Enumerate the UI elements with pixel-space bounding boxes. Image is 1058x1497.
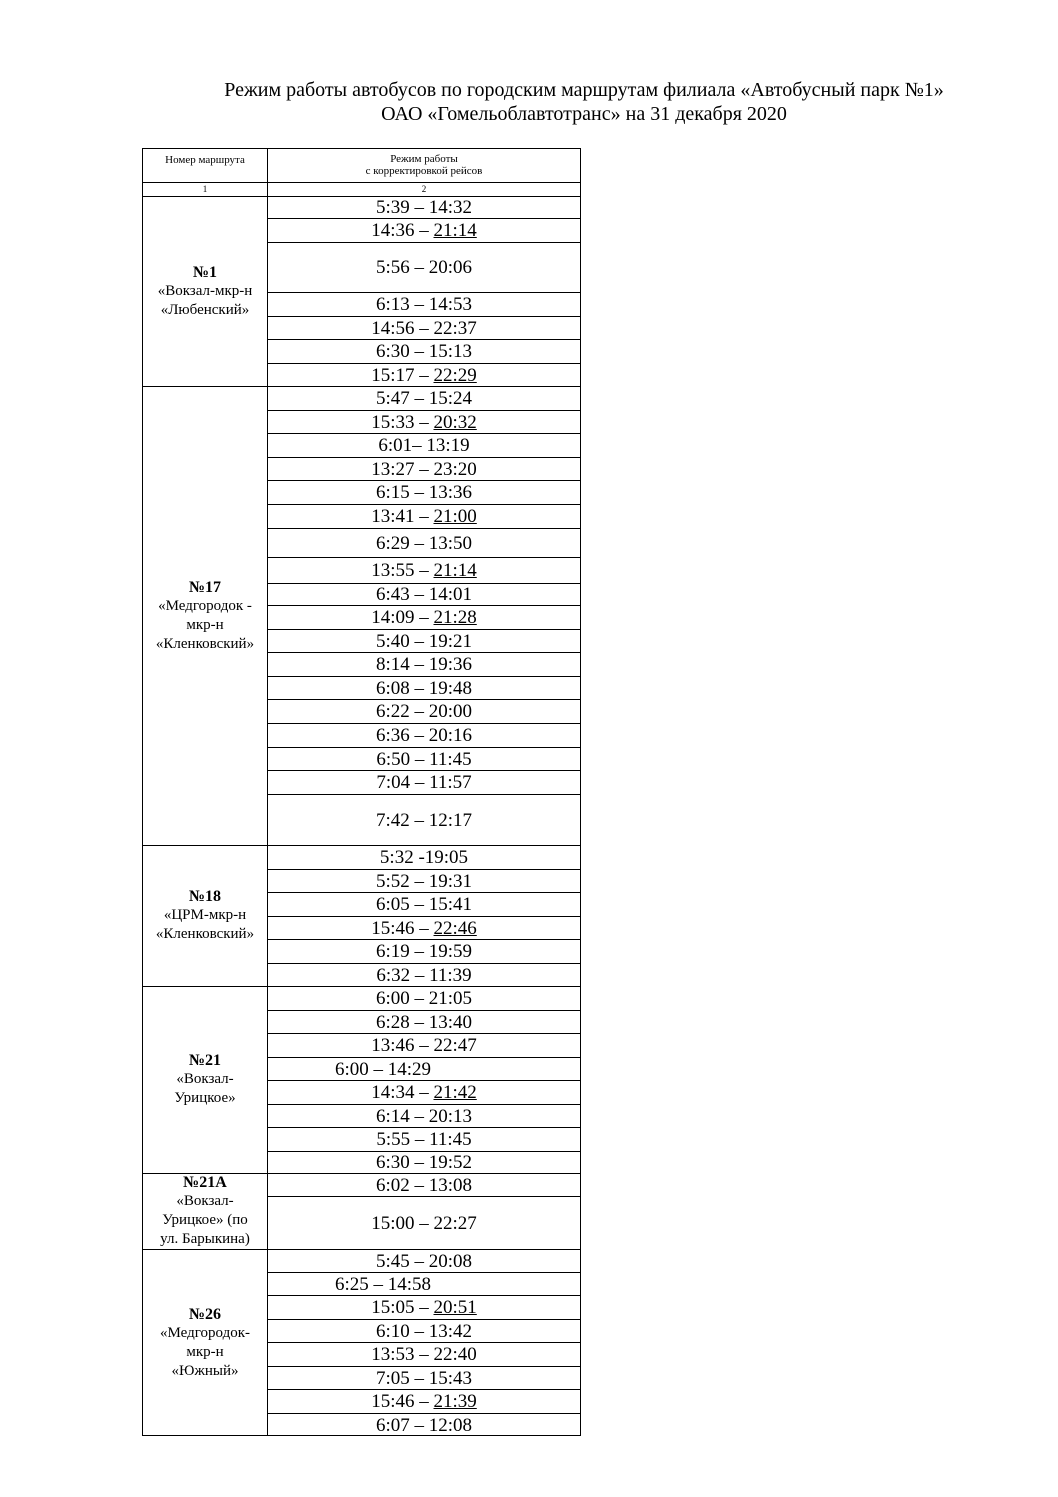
schedule-row: [268, 1105, 580, 1127]
document-title-line1: Режим работы автобусов по городским маршрутам филиала «Автобусный парк №1»: [224, 79, 944, 101]
route-name-line: «Южный»: [171, 1363, 239, 1379]
schedule-row: [268, 584, 580, 605]
time-separator: -: [413, 847, 425, 868]
start-time: 15:46: [371, 1391, 415, 1412]
start-time: 6:43: [375, 584, 410, 605]
start-time: 13:46: [371, 1035, 415, 1056]
schedule-row: [268, 1197, 580, 1249]
end-time: 11:57: [429, 772, 472, 793]
start-time: 13:41: [371, 506, 415, 527]
schedule-row: [268, 1081, 580, 1104]
end-time: 22:37: [433, 317, 477, 339]
end-time: 22:27: [433, 1212, 477, 1234]
time-separator: –: [409, 388, 429, 409]
end-time: 21:05: [428, 988, 473, 1009]
schedule-row: [268, 505, 580, 528]
route-name-line: Урицкое»: [174, 1090, 236, 1106]
time-separator: –: [414, 1035, 434, 1056]
time-separator: –: [410, 772, 430, 793]
end-time: 21:42: [433, 1082, 477, 1103]
schedule-row: [268, 364, 580, 386]
schedule-row: [268, 340, 580, 363]
time-separator: –: [409, 677, 429, 699]
time-separator: –: [409, 870, 429, 892]
end-time: 11:45: [429, 1129, 472, 1150]
schedule-row: [268, 724, 580, 747]
end-time: 20:32: [433, 411, 477, 433]
time-separator: –: [414, 506, 434, 527]
start-time: 6:08: [375, 677, 410, 699]
time-separator: –: [409, 894, 429, 915]
end-time: 21:14: [433, 220, 477, 241]
end-time: 19:21: [428, 630, 473, 652]
end-time: 21:39: [433, 1391, 477, 1412]
schedule-row: [268, 1273, 580, 1295]
start-time: 5:55: [376, 1129, 411, 1150]
schedule-row: [268, 1343, 580, 1366]
start-time: 6:15: [375, 482, 410, 503]
start-time: 6:10: [375, 1320, 410, 1342]
end-time: 20:51: [433, 1297, 477, 1318]
schedule-row: [268, 293, 580, 316]
schedule-row: [268, 317, 580, 339]
end-time: 14:29: [387, 1058, 432, 1080]
time-separator: –: [409, 1174, 429, 1196]
route-number: №21: [188, 1052, 222, 1069]
end-time: 13:19: [426, 435, 470, 456]
schedule-row: [268, 1296, 580, 1319]
end-time: 13:08: [428, 1174, 473, 1196]
start-time: 15:05: [371, 1297, 415, 1318]
end-time: 14:53: [428, 294, 473, 315]
start-time: 13:27: [371, 458, 415, 480]
start-time: 14:34: [371, 1082, 415, 1103]
schedule-row: [268, 795, 580, 845]
end-time: 20:16: [428, 725, 473, 746]
header-route-number: Номер маршрута: [165, 154, 245, 166]
time-separator: –: [414, 458, 434, 480]
end-time: 13:42: [428, 1320, 473, 1342]
end-time: 21:14: [433, 560, 477, 581]
time-separator: –: [414, 917, 434, 939]
route-name-line: «Медгородок-: [160, 1325, 250, 1341]
end-time: 12:17: [428, 809, 473, 831]
start-time: 5:40: [375, 630, 410, 652]
start-time: 5:47: [375, 388, 410, 409]
time-separator: –: [409, 341, 429, 362]
schedule-row: [268, 458, 580, 480]
header-schedule-line1: Режим работы: [390, 153, 458, 165]
time-separator: –: [409, 584, 429, 605]
route-label: [143, 845, 267, 986]
route-number: №18: [188, 888, 222, 905]
end-time: 14:58: [387, 1273, 432, 1295]
schedule-row: [268, 1367, 580, 1389]
route-number: №1: [192, 263, 218, 281]
time-separator: –: [414, 317, 434, 339]
start-time: 6:19: [375, 941, 410, 962]
route-name-line: «Медгородок -: [158, 597, 252, 614]
route-name-line: «Вокзал-мкр-н: [157, 282, 253, 299]
start-time: 6:50: [376, 748, 411, 770]
start-time: 13:53: [371, 1344, 415, 1365]
end-time: 22:29: [433, 364, 477, 386]
schedule-row: [268, 1414, 580, 1437]
time-separator: –: [409, 257, 429, 278]
end-time: 22:46: [433, 917, 477, 939]
end-time: 12:08: [428, 1415, 473, 1436]
route-name-line: мкр-н: [186, 616, 224, 633]
start-time: 6:02: [375, 1174, 410, 1196]
time-separator: –: [409, 1367, 429, 1389]
header-schedule-line2: с корректировкой рейсов: [365, 165, 483, 177]
schedule-row: [268, 481, 580, 504]
route-label: [143, 386, 267, 845]
time-separator: –: [409, 630, 429, 652]
start-time: 6:22: [375, 701, 410, 722]
end-time: 22:40: [433, 1344, 477, 1365]
time-separator: –: [409, 1320, 429, 1342]
route-name-line: «Любенский»: [160, 301, 250, 318]
start-time: 7:04: [376, 772, 411, 793]
schedule-row: [268, 870, 580, 892]
schedule-row: [268, 1128, 580, 1151]
time-separator: –: [414, 560, 434, 581]
start-time: 15:46: [371, 917, 415, 939]
end-time: 21:00: [433, 506, 477, 527]
start-time: 6:30: [375, 341, 410, 362]
schedule-row: [268, 700, 580, 723]
schedule-row: [268, 748, 580, 770]
time-separator: –: [409, 294, 429, 315]
time-separator: –: [409, 1011, 429, 1033]
time-separator: –: [409, 1105, 429, 1127]
schedule-row: [268, 1390, 580, 1413]
start-time: 5:52: [375, 870, 410, 892]
start-time: 5:39: [375, 197, 410, 218]
end-time: 14:32: [428, 197, 473, 218]
start-time: 6:00: [335, 1058, 369, 1080]
route-name-line: «Вокзал-: [176, 1193, 234, 1209]
time-separator: –: [414, 1391, 434, 1412]
schedule-row: [268, 940, 580, 963]
schedule-row: [268, 243, 580, 292]
time-separator: –: [414, 364, 434, 386]
end-time: 20:13: [428, 1105, 473, 1127]
schedule-row: [268, 987, 580, 1010]
time-separator: –: [412, 435, 427, 456]
start-time: 6:14: [375, 1105, 410, 1127]
schedule-row: [268, 964, 580, 986]
schedule-row: [268, 630, 580, 652]
route-name-line: «Кленковский»: [155, 926, 255, 942]
start-time: 15:33: [371, 411, 415, 433]
end-time: 11:39: [429, 964, 472, 986]
start-time: 6:13: [375, 294, 410, 315]
time-separator: –: [368, 1273, 388, 1295]
end-time: 15:43: [428, 1367, 473, 1389]
schedule-row: [268, 677, 580, 699]
schedule-row: [268, 893, 580, 916]
schedule-row: [268, 653, 580, 676]
time-separator: –: [409, 941, 429, 962]
schedule-row: [268, 1152, 580, 1173]
header-column-index-2: 2: [421, 184, 427, 194]
route-label: [143, 196, 267, 386]
route-number: №21А: [183, 1174, 227, 1191]
end-time: 23:20: [433, 458, 477, 480]
header-column-index-1: 1: [202, 184, 208, 194]
end-time: 22:47: [433, 1035, 477, 1056]
time-separator: –: [414, 1297, 434, 1318]
start-time: 14:09: [371, 607, 415, 628]
end-time: 15:13: [428, 341, 473, 362]
time-separator: –: [409, 988, 429, 1009]
time-separator: –: [414, 1344, 434, 1365]
end-time: 19:31: [428, 870, 473, 892]
start-time: 8:14: [375, 654, 410, 675]
start-time: 6:07: [375, 1415, 410, 1436]
route-name-line: ул. Барыкина): [160, 1231, 250, 1247]
schedule-row: [268, 387, 580, 410]
schedule-row: [268, 197, 580, 218]
end-time: 14:01: [428, 584, 473, 605]
time-separator: –: [409, 1152, 429, 1173]
route-number: №17: [188, 578, 222, 596]
end-time: 19:52: [428, 1152, 473, 1173]
start-time: 15:17: [371, 364, 415, 386]
schedule-row: [268, 1034, 580, 1057]
time-separator: –: [368, 1058, 388, 1080]
start-time: 6:05: [375, 894, 410, 915]
schedule-row: [268, 1320, 580, 1342]
route-label: [143, 1249, 267, 1437]
route-name-line: «Кленковский»: [155, 635, 255, 652]
time-separator: –: [414, 607, 434, 628]
start-time: 6:32: [376, 964, 411, 986]
end-time: 15:24: [428, 388, 473, 409]
end-time: 19:05: [424, 847, 469, 868]
end-time: 19:59: [428, 941, 473, 962]
end-time: 15:41: [428, 894, 473, 915]
start-time: 5:45: [375, 1250, 410, 1272]
end-time: 20:06: [428, 257, 473, 278]
start-time: 15:00: [371, 1212, 415, 1234]
schedule-row: [268, 606, 580, 629]
time-separator: –: [414, 411, 434, 433]
start-time: 6:25: [335, 1273, 369, 1295]
start-time: 6:00: [375, 988, 410, 1009]
time-separator: –: [409, 809, 429, 831]
schedule-table: [142, 148, 581, 1436]
start-time: 5:32: [379, 847, 414, 868]
start-time: 5:56: [375, 257, 410, 278]
route-number: №26: [188, 1306, 222, 1323]
time-separator: –: [409, 1250, 429, 1272]
time-separator: –: [409, 1415, 429, 1436]
start-time: 6:30: [375, 1152, 410, 1173]
route-label: [143, 1173, 267, 1249]
schedule-row: [268, 411, 580, 433]
schedule-row: [268, 771, 580, 794]
start-time: 14:56: [371, 317, 415, 339]
schedule-row: [268, 558, 580, 583]
schedule-row: [268, 917, 580, 939]
schedule-row: [268, 434, 580, 457]
end-time: 13:50: [428, 532, 473, 554]
end-time: 21:28: [433, 607, 477, 628]
start-time: 14:36: [371, 220, 415, 241]
end-time: 13:40: [428, 1011, 473, 1033]
route-name-line: Урицкое» (по: [162, 1212, 248, 1228]
end-time: 11:45: [429, 748, 472, 770]
time-separator: –: [409, 532, 429, 554]
schedule-row: [268, 1058, 580, 1080]
start-time: 7:42: [375, 809, 410, 831]
route-name-line: мкр-н: [186, 1344, 224, 1360]
time-separator: –: [409, 197, 429, 218]
end-time: 19:36: [428, 654, 473, 675]
route-label: [143, 986, 267, 1173]
time-separator: –: [414, 1082, 434, 1103]
time-separator: –: [414, 220, 434, 241]
start-time: 7:05: [375, 1367, 410, 1389]
start-time: 6:28: [375, 1011, 410, 1033]
end-time: 19:48: [428, 677, 473, 699]
schedule-row: [268, 846, 580, 869]
time-separator: –: [410, 748, 430, 770]
time-separator: –: [409, 701, 429, 722]
start-time: 6:01: [378, 435, 413, 456]
document-title-line2: ОАО «Гомельоблавтотранс» на 31 декабря 2020: [381, 103, 787, 125]
end-time: 20:08: [428, 1250, 473, 1272]
start-time: 6:36: [375, 725, 410, 746]
start-time: 13:55: [371, 560, 415, 581]
schedule-row: [268, 529, 580, 557]
schedule-row: [268, 219, 580, 242]
time-separator: –: [410, 1129, 430, 1150]
header-schedule: [268, 152, 580, 178]
time-separator: –: [410, 964, 430, 986]
time-separator: –: [409, 654, 429, 675]
end-time: 13:36: [428, 482, 473, 503]
time-separator: –: [409, 482, 429, 503]
schedule-row: [268, 1174, 580, 1196]
schedule-row: [268, 1250, 580, 1272]
time-separator: –: [414, 1212, 434, 1234]
end-time: 20:00: [428, 701, 473, 722]
start-time: 6:29: [375, 532, 410, 554]
time-separator: –: [409, 725, 429, 746]
route-name-line: «Вокзал-: [176, 1071, 234, 1087]
route-name-line: «ЦРМ-мкр-н: [163, 907, 247, 923]
schedule-row: [268, 1011, 580, 1033]
